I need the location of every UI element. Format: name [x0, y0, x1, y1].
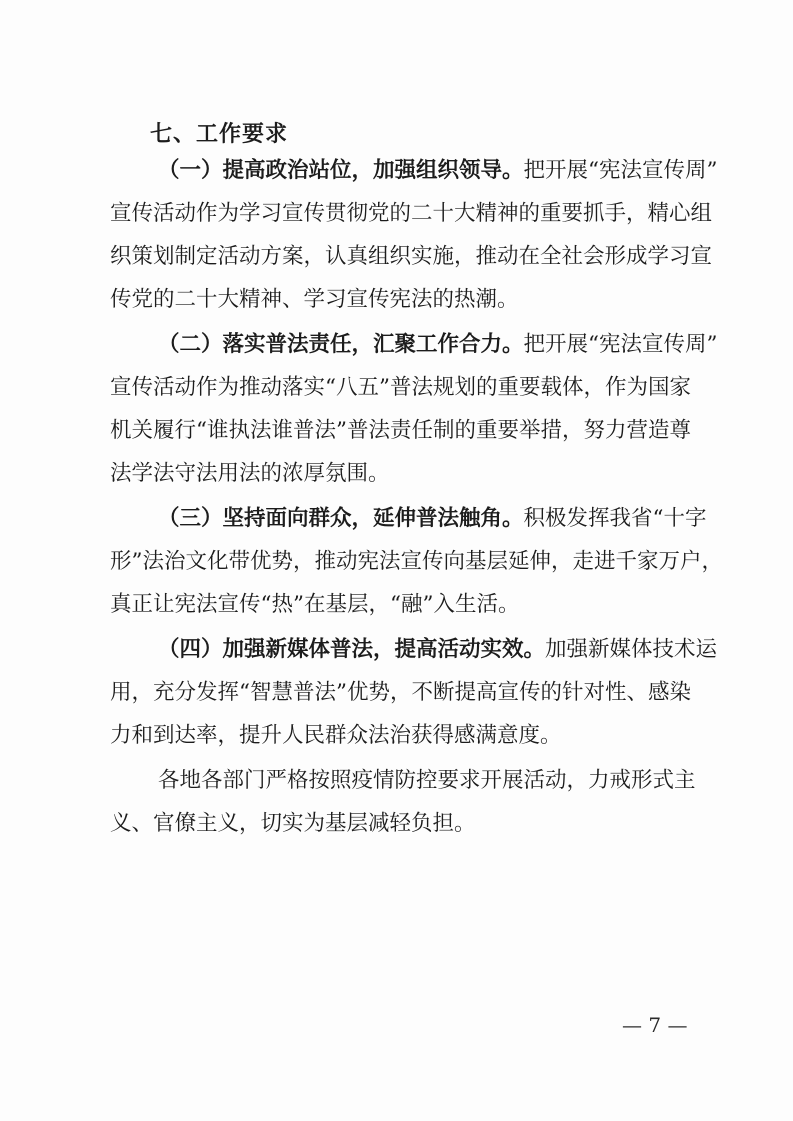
section-heading: 七、工作要求 — [150, 122, 289, 147]
paragraph-4-line-2: 用，充分发挥“智慧普法”优势，不断提高宣传的针对性、感染 — [110, 680, 691, 705]
page-number: — 7 — — [622, 1013, 688, 1037]
paragraph-4-text: 加强新媒体技术运 — [545, 637, 718, 662]
paragraph-2-text: 把开展“宪法宣传周” — [523, 332, 718, 357]
paragraph-2-line-2: 宣传活动作为推动落实“八五”普法规划的重要载体，作为国家 — [110, 375, 691, 400]
paragraph-3-line-1 — [158, 504, 707, 534]
paragraph-5-line-1: 各地各部门严格按照疫情防控要求开展活动，力戒形式主 — [158, 768, 696, 793]
paragraph-3-line-3: 真正让宪法宣传“热”在基层，“融”入生活。 — [110, 592, 520, 617]
paragraph-4-lead: （四）加强新媒体普法，提高活动实效。 — [158, 637, 546, 662]
paragraph-3-lead: （三）坚持面向群众，延伸普法触角。 — [158, 506, 524, 531]
paragraph-3-text: 积极发挥我省“十字 — [523, 506, 707, 531]
paragraph-1-line-4: 传党的二十大精神、学习宣传宪法的热潮。 — [110, 287, 519, 312]
paragraph-4-line-3: 力和到达率，提升人民群众法治获得感满意度。 — [110, 723, 562, 748]
paragraph-3-line-2: 形”法治文化带优势，推动宪法宣传向基层延伸，走进千家万户， — [110, 549, 723, 574]
paragraph-1-text: 把开展“宪法宣传周” — [523, 158, 718, 183]
paragraph-1-line-2: 宣传活动作为学习宣传贯彻党的二十大精神的重要抓手，精心组 — [110, 201, 713, 226]
paragraph-1-lead: （一）提高政治站位，加强组织领导。 — [158, 158, 524, 183]
paragraph-2-line-1 — [158, 330, 718, 360]
paragraph-1-line-1 — [158, 156, 718, 186]
paragraph-2-line-4: 法学法守法用法的浓厚氛围。 — [110, 461, 390, 486]
paragraph-4-line-1 — [158, 635, 718, 665]
paragraph-5-line-2: 义、官僚主义，切实为基层减轻负担。 — [110, 811, 476, 836]
paragraph-2-line-3: 机关履行“谁执法谁普法”普法责任制的重要举措，努力营造尊 — [110, 418, 691, 443]
paragraph-2-lead: （二）落实普法责任，汇聚工作合力。 — [158, 332, 524, 357]
paragraph-1-line-3: 织策划制定活动方案，认真组织实施，推动在全社会形成学习宣 — [110, 244, 713, 269]
